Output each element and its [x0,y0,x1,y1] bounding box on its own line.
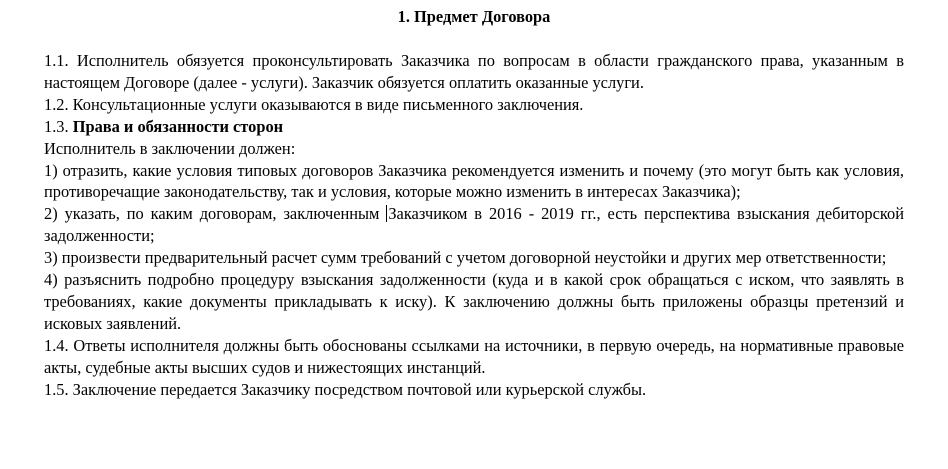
list-item-2-text-end: Заказчиком в 2016 - 2019 гг., есть перспектива взыскания дебиторской задолженности; [44,204,904,246]
list-item-1: 1) отразить, какие условия типовых договоров Заказчика рекомендуется изменить и почему (это могут быть как условия, противоречащие законодательству, так и условия, которые можно изменить в интересах Заказчика); [44,160,904,202]
clause-1-3-number: 1.3. [44,116,69,136]
clause-1-1: 1.1. Исполнитель обязуется проконсультировать Заказчика по вопросам в области гражданского права, указанным в настоящем Договоре (далее - услуги). Заказчик обязуется оплатить оказанные услуги. [44,51,904,92]
clause-1-3 [44,116,904,138]
list-item-2[interactable] [44,203,904,247]
section-title: 1. Предмет Договора [397,7,551,26]
list-item-2-text-start: 2) указать, по каким договорам, заключенным [44,204,387,224]
clause-1-3-heading: Права и обязанности сторон [72,116,284,136]
list-item-4: 4) разъяснить подробно процедуру взыскания задолженности (куда и в какой срок обращаться с иском, что заявлять в требованиях, какие документы прикладывать к иску). К заключению должны быть приложены образцы претензий и исковых заявлений. [44,270,904,333]
blank-line [44,28,904,50]
clause-1-2: 1.2. Консультационные услуги оказываются в виде письменного заключения. [44,94,584,114]
clause-1-5: 1.5. Заключение передается Заказчику посредством почтовой или курьерской службы. [44,379,647,399]
document-page [44,0,904,401]
list-item-3: 3) произвести предварительный расчет сумм требований с учетом договорной неустойки и других мер ответственности; [44,248,887,268]
executor-intro: Исполнитель в заключении должен: [44,138,296,158]
clause-1-4: 1.4. Ответы исполнителя должны быть обоснованы ссылками на источники, в первую очередь, на нормативные правовые акты, судебные акты высших судов и нижестоящих инстанций. [44,335,904,377]
